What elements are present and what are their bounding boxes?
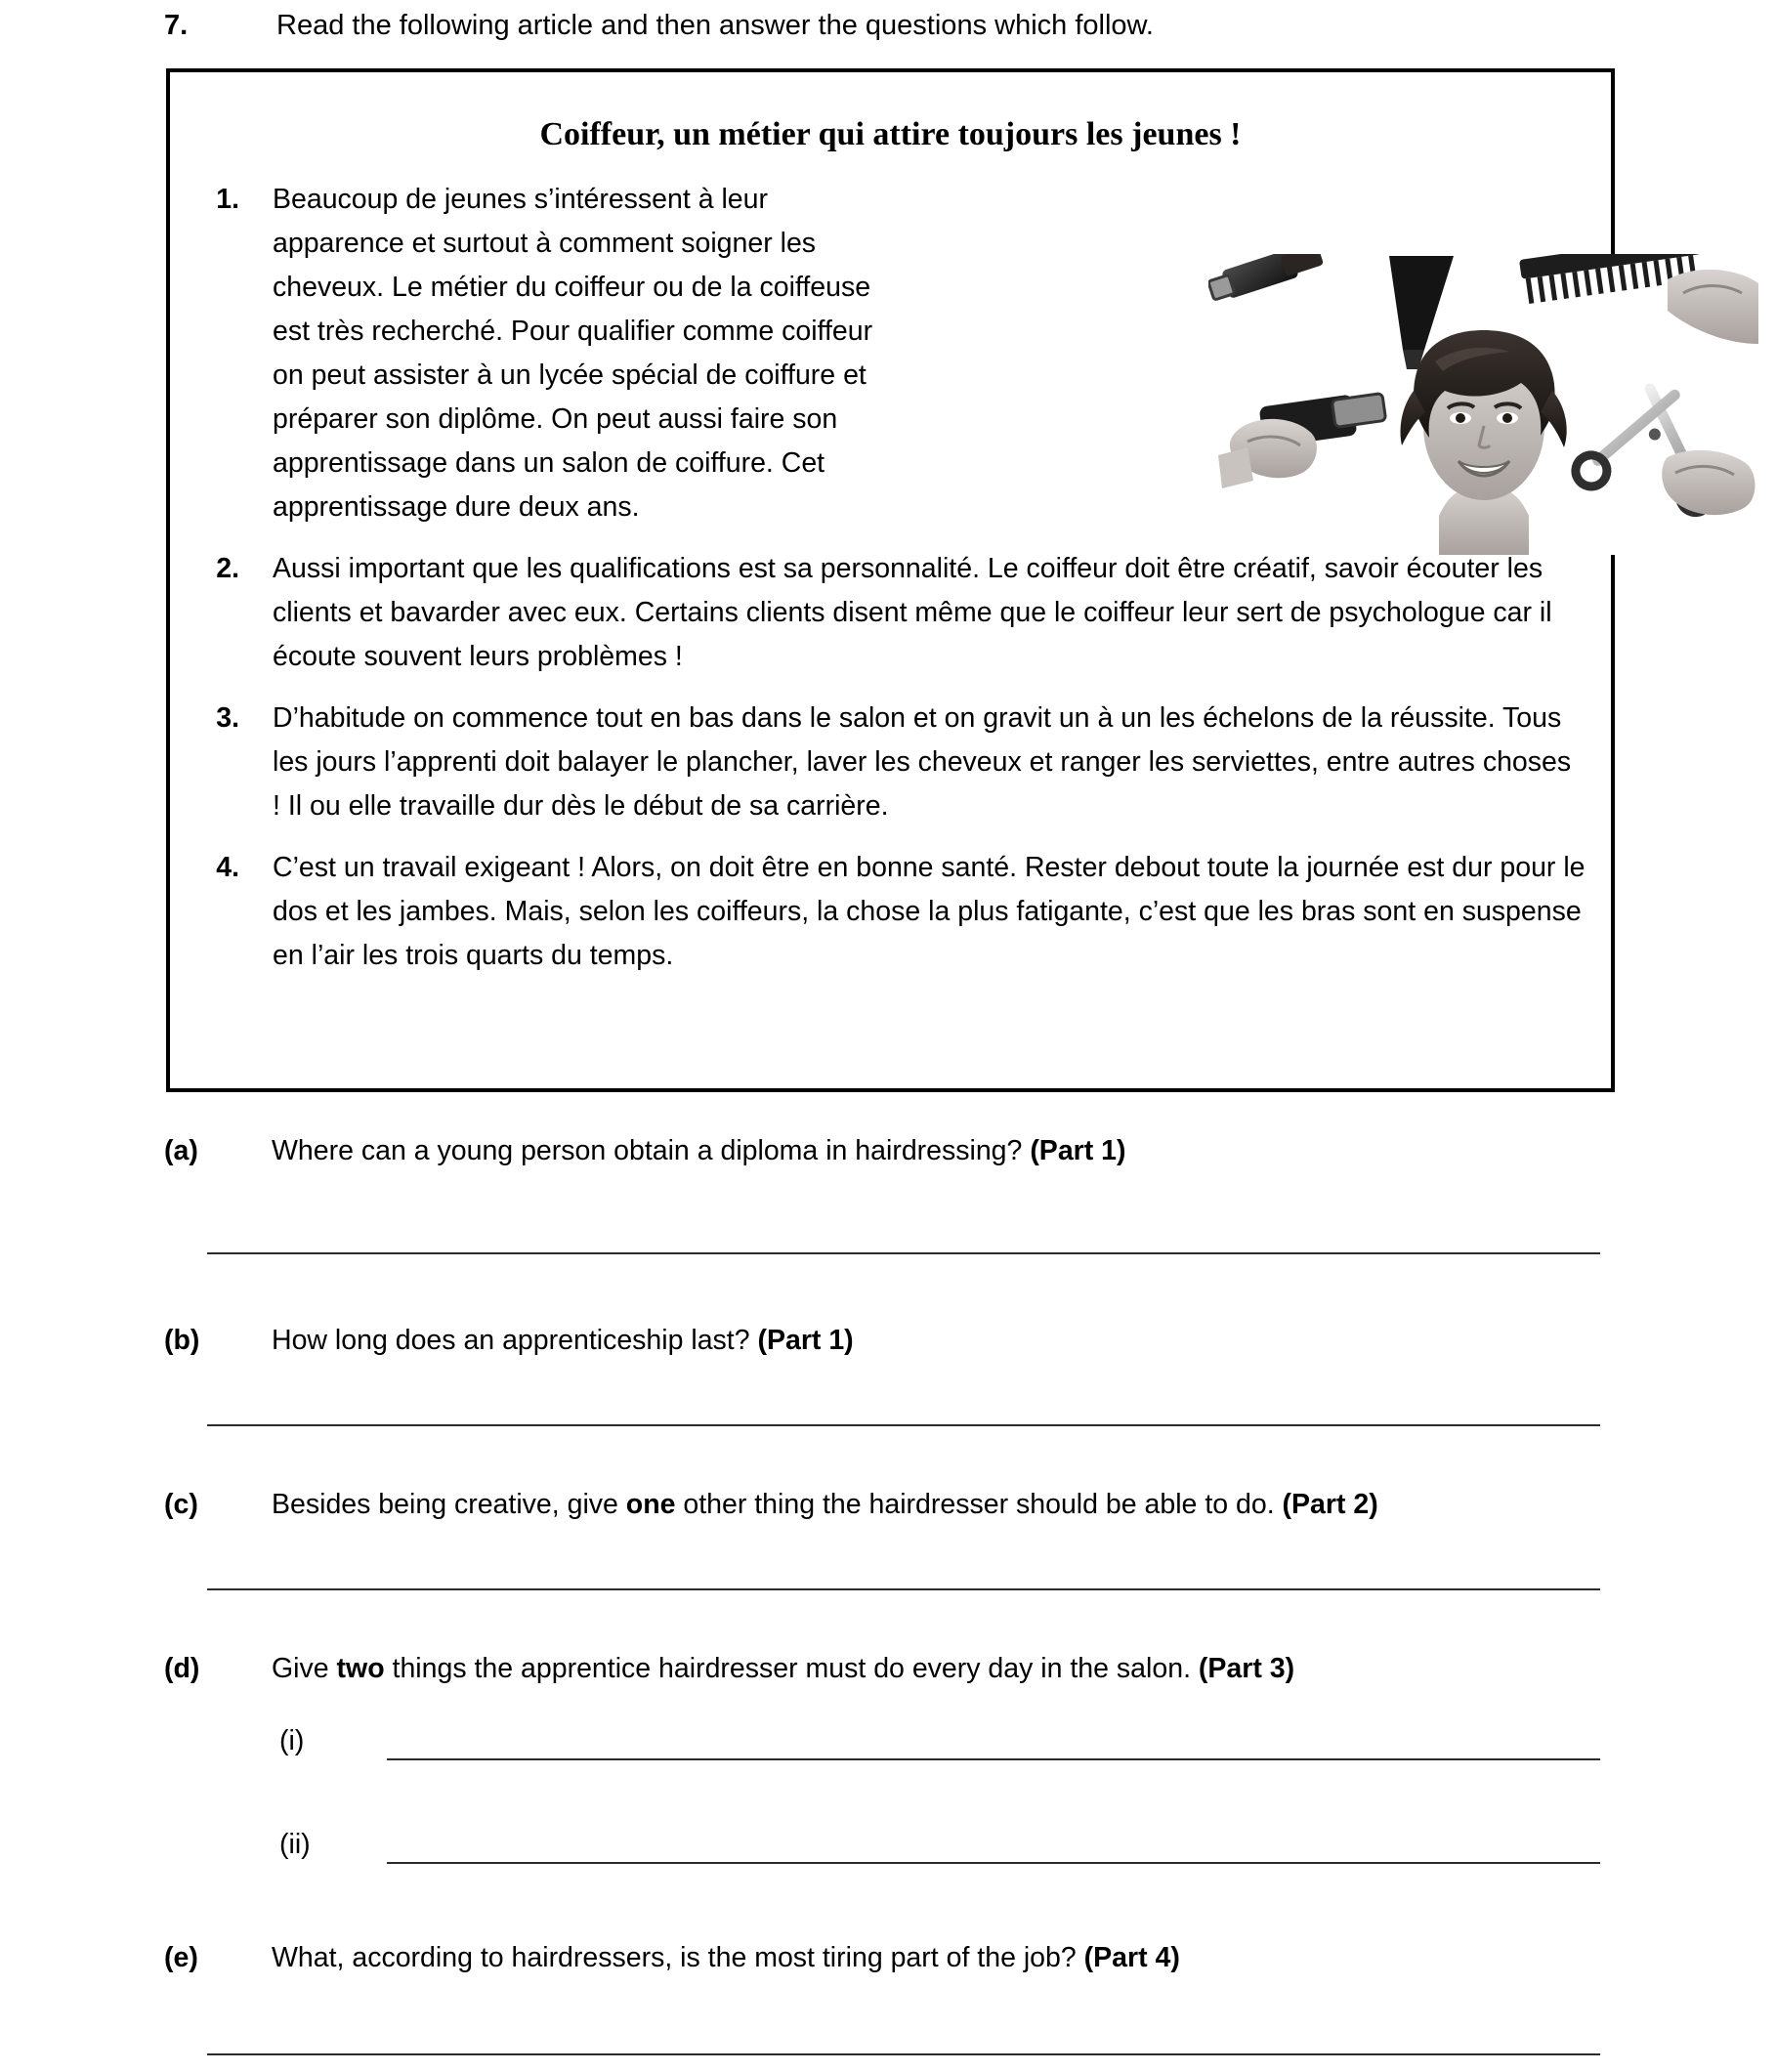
sub-answer-ii <box>279 1825 387 1864</box>
answer-line-e[interactable] <box>207 2053 1600 2055</box>
question-a-text-before: Where can a young person obtain a diploma in hairdressing? <box>272 1135 1031 1166</box>
article-paragraph <box>170 547 1611 679</box>
question-d-label: (d) <box>164 1653 200 1684</box>
question-heading <box>164 4 1551 47</box>
paragraph-text: D’habitude on commence tout en bas dans le salon et on gravit un à un les échelons de la réussite. Tous les jours l’apprenti doit balayer le plancher, laver les cheveux et ranger les serviettes, entre autres choses ! Il ou elle travaille dur dès le début de sa carrière. <box>273 702 1572 822</box>
question-b-label: (b) <box>164 1325 200 1356</box>
question-d-text-before: Give <box>272 1653 337 1684</box>
question-c-text-before: Besides being creative, give <box>272 1489 626 1520</box>
question-c-text-after: other thing the hairdresser should be able to do. <box>675 1489 1283 1520</box>
question-number <box>164 4 276 47</box>
article-paragraph <box>170 697 1611 828</box>
question-c-emphasis: one <box>625 1489 676 1520</box>
paragraph-number: 2. <box>216 553 239 584</box>
question-e-part: (Part 4) <box>1083 1942 1180 1973</box>
question-d-emphasis: two <box>336 1653 385 1684</box>
answer-line-a[interactable] <box>207 1252 1600 1254</box>
answer-line-c[interactable] <box>207 1588 1600 1590</box>
article-title: Coiffeur, un métier qui attire toujours les jeunes ! <box>539 116 1242 152</box>
question-b-part: (Part 1) <box>757 1325 854 1356</box>
question-c-part: (Part 2) <box>1282 1489 1378 1520</box>
question-c-text <box>272 1485 1600 1524</box>
question-c <box>164 1485 1600 1524</box>
question-e-text <box>272 1938 1600 1977</box>
question-d-text-after: things the apprentice hairdresser must do every day in the salon. <box>384 1653 1199 1684</box>
question-a-label: (a) <box>164 1135 198 1166</box>
question-d <box>164 1649 1600 1688</box>
sub-answer-ii-label: (ii) <box>279 1829 311 1860</box>
answer-line-d-i[interactable] <box>387 1758 1600 1760</box>
question-instruction: Read the following article and then answer the questions which follow. <box>276 10 1154 41</box>
answer-line-d-ii[interactable] <box>387 1862 1600 1864</box>
paragraph-number: 1. <box>216 184 239 215</box>
question-a-part: (Part 1) <box>1030 1135 1126 1166</box>
paragraph-number: 4. <box>216 852 239 883</box>
article-paragraph <box>170 178 1611 529</box>
question-e <box>164 1938 1600 1977</box>
sub-answer-i <box>279 1721 387 1760</box>
question-c-label: (c) <box>164 1489 198 1520</box>
question-b-text-before: How long does an apprenticeship last? <box>272 1325 758 1356</box>
question-a <box>164 1131 1600 1170</box>
sub-answer-i-label: (i) <box>279 1725 305 1756</box>
paragraph-text: Aussi important que les qualifications est sa personnalité. Le coiffeur doit être créatif, savoir écouter les clients et bavarder avec eux. Certains clients disent même que le coiffeur leur sert de psychologue car il écoute souvent leurs problèmes ! <box>273 553 1552 672</box>
paragraph-text: Beaucoup de jeunes s’intéressent à leur apparence et surtout à comment soigner les cheveux. Le métier du coiffeur ou de la coiffeuse est très recherché. Pour qualifier comme coiffeur on peut assister à un lycée spécial de coiffure et préparer son diplôme. On peut aussi faire son apprentissage dans un salon de coiffure. Cet apprentissage dure deux ans. <box>273 184 873 523</box>
question-e-text-before: What, according to hairdressers, is the most tiring part of the job? <box>272 1942 1084 1973</box>
question-number-text: 7. <box>164 10 189 41</box>
paragraph-text: C’est un travail exigeant ! Alors, on doit être en bonne santé. Rester debout toute la journée est dur pour le dos et les jambes. Mais, selon les coiffeurs, la chose la plus fatigante, c’est que les bras sont en suspense en l’air les trois quarts du temps. <box>273 852 1586 971</box>
paragraph-number: 3. <box>216 702 239 734</box>
question-a-text <box>272 1131 1600 1170</box>
question-d-text <box>272 1649 1600 1688</box>
article-paragraphs <box>170 178 1611 978</box>
answer-line-b[interactable] <box>207 1424 1600 1426</box>
question-b-text <box>272 1321 1600 1360</box>
article-box <box>166 68 1615 1092</box>
question-d-part: (Part 3) <box>1198 1653 1295 1684</box>
question-e-label: (e) <box>164 1942 198 1973</box>
question-b <box>164 1321 1600 1360</box>
article-paragraph <box>170 846 1611 978</box>
